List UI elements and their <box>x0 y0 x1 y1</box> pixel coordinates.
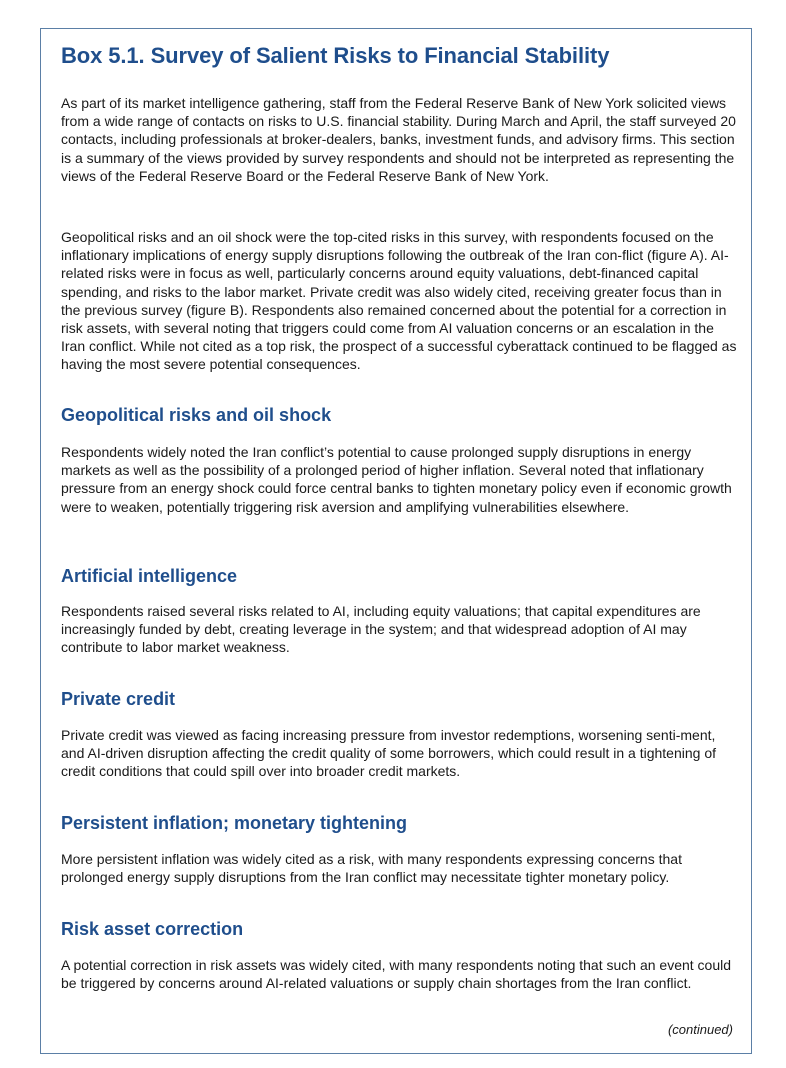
section-body-risk-asset: A potential correction in risk assets was widely cited, with many respondents noting that such an event could be triggered by concerns around AI-related valuations or supply chain shortages from the Iran conflict. <box>61 957 732 992</box>
section-heading-private-credit: Private credit <box>61 689 176 709</box>
continued-label: (continued) <box>667 1022 733 1037</box>
section-body-inflation: More persistent inflation was widely cited as a risk, with many respondents expressing concerns that prolonged energy supply disruptions from the Iran conflict may necessitate tighter monetary policy. <box>61 851 682 886</box>
section-body-ai: Respondents raised several risks related to AI, including equity valuations; that capital expenditures are increasingly funded by debt, creating leverage in the system; and that widespread adoption of AI may contribute to labor market weakness. <box>61 603 701 656</box>
overview-paragraph: Geopolitical risks and an oil shock were the top-cited risks in this survey, with respondents focused on the inflationary implications of energy supply disruptions following the outbreak of the Iran con-flict (figure A). AI-related risks were in focus as well, particularly concerns around equity valuations, debt-financed capital spending, and risks to the labor market. Private credit was also widely cited, receiving greater focus than in the previous survey (figure B). Respondents also remained concerned about the potential for a correction in risk assets, with several noting that triggers could come from AI valuation concerns or an escalation in the Iran conflict. While not cited as a top risk, the prospect of a successful cyberattack continued to be flagged as having the most severe potential consequences. <box>61 229 737 373</box>
survey-box <box>40 28 752 1054</box>
section-heading-inflation: Persistent inflation; monetary tightening <box>61 813 408 833</box>
section-heading-ai: Artificial intelligence <box>61 566 238 586</box>
intro-paragraph: As part of its market intelligence gathering, staff from the Federal Reserve Bank of New York solicited views from a wide range of contacts on risks to U.S. financial stability. During March and April, the staff surveyed 20 contacts, including professionals at broker-dealers, banks, investment funds, and advisory firms. This section is a summary of the views provided by survey respondents and should not be interpreted as representing the views of the Federal Reserve Board or the Federal Reserve Bank of New York. <box>61 95 736 184</box>
section-heading-risk-asset: Risk asset correction <box>61 919 244 939</box>
box-title: Box 5.1. Survey of Salient Risks to Financial Stability <box>61 43 610 68</box>
section-body-private-credit: Private credit was viewed as facing increasing pressure from investor redemptions, worsening senti-ment, and AI-driven disruption affecting the credit quality of some borrowers, which could result in a tightening of credit conditions that could spill over into broader credit markets. <box>61 727 716 780</box>
section-body-geopolitical: Respondents widely noted the Iran conflict’s potential to cause prolonged supply disruptions in energy markets as well as the possibility of a prolonged period of higher inflation. Several noted that inflationary pressure from an energy shock could force central banks to tighten monetary policy even if economic growth were to weaken, potentially triggering risk aversion and amplifying vulnerabilities elsewhere. <box>61 444 732 515</box>
section-heading-geopolitical: Geopolitical risks and oil shock <box>61 405 332 425</box>
